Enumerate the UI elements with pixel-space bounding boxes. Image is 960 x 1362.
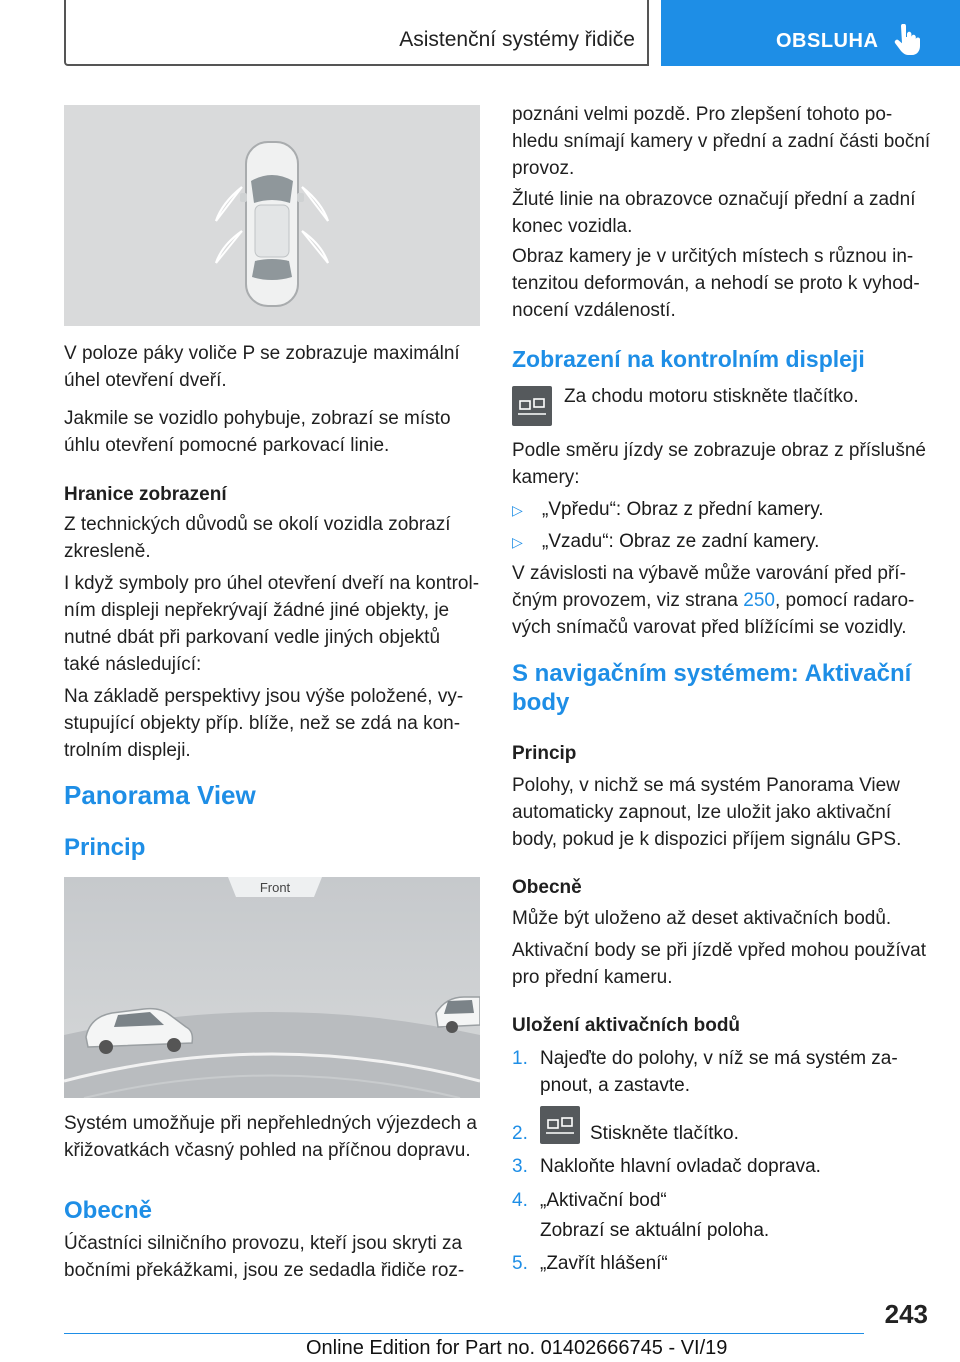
heading-principle-right: Princip <box>512 743 577 764</box>
triangle-bullet-icon: ▷ <box>512 534 523 550</box>
text-line: Jakmile se vozidlo pohybuje, zobrazí se místo <box>64 408 451 429</box>
step-number: 3. <box>512 1156 528 1177</box>
paragraph-cross-traffic-warning <box>512 560 914 641</box>
header-chapter-tab[interactable] <box>661 0 960 66</box>
step-text: Najeďte do polohy, v níž se má systém za- <box>540 1048 898 1069</box>
paragraph-continued <box>512 101 930 182</box>
heading-save-activation-points: Uložení aktivačních bodů <box>512 1015 741 1036</box>
text-line: provoz. <box>512 158 575 179</box>
footer-divider <box>64 1333 864 1334</box>
bullet-text: „Vpředu“: Obraz z přední kamery. <box>542 499 824 520</box>
paragraph-direction-image <box>512 437 926 491</box>
text-line: také následující: <box>64 654 202 675</box>
step-text: „Zavřít hlášení“ <box>540 1253 668 1274</box>
paragraph-yellow-lines <box>512 186 915 240</box>
text-line: V poloze páky voliče P se zobrazuje maximální <box>64 343 460 364</box>
text-line: automaticky zapnout, lze uložit jako aktivační <box>512 802 892 823</box>
heading-display-limits: Hranice zobrazení <box>64 484 227 505</box>
step-text: pnout, a zastavte. <box>540 1075 690 1096</box>
step-4 <box>512 1186 932 1246</box>
text-line: V závislosti na výbavě může varování před pří- <box>512 563 906 584</box>
text-line: I když symboly pro úhel otevření dveří na kontrol- <box>64 573 480 594</box>
heading-navigation-activation-points <box>512 659 911 717</box>
paragraph-ten-points: Může být uloženo až deset aktivačních bodů. <box>512 908 892 929</box>
text-line: nocení vzdáleností. <box>512 300 676 321</box>
paragraph-camera-deformation <box>512 243 920 324</box>
paragraph-road-users <box>64 1230 464 1284</box>
heading-line: S navigačním systémem: Aktivační <box>512 660 912 687</box>
paragraph-auto-activation <box>512 772 901 853</box>
heading-general: Obecně <box>64 1197 153 1224</box>
front-label: Front <box>259 880 291 895</box>
step-1 <box>512 1045 932 1099</box>
paragraph-door-symbols <box>64 570 479 678</box>
page-reference-link[interactable]: 250 <box>743 590 775 611</box>
text-line: Účastníci silničního provozu, kteří jsou skryti za <box>64 1233 463 1254</box>
text-line: Polohy, v nichž se má systém Panorama View <box>512 775 900 796</box>
panorama-view-button-icon <box>540 1106 580 1144</box>
heading-general-right: Obecně <box>512 877 582 898</box>
hand-pointer-icon <box>893 24 921 56</box>
text-line: Systém umožňuje při nepřehledných výjezdech a <box>64 1113 477 1134</box>
text-line: body, pokud je k dispozici příjem signálu GPS. <box>512 829 902 850</box>
figure-panorama-view <box>64 877 480 1098</box>
step-number: 2. <box>512 1123 528 1144</box>
text-line: Žluté linie na obrazovce označují přední a zadní <box>512 189 916 210</box>
paragraph-max-door-angle <box>64 340 460 394</box>
panorama-view-button-icon <box>512 386 552 426</box>
page-number: 243 <box>884 1299 928 1329</box>
text-line: úhel otevření dveří. <box>64 370 227 391</box>
step-3 <box>512 1153 932 1180</box>
header-section-box <box>64 0 649 66</box>
step-number: 4. <box>512 1190 528 1211</box>
text-line: vých snímačů varovat před blížícími se vozidly. <box>512 617 907 638</box>
step-text: „Aktivační bod“ <box>540 1190 667 1211</box>
heading-principle: Princip <box>64 834 146 861</box>
text-line: pro přední kameru. <box>512 967 673 988</box>
text-line: kamery: <box>512 467 580 488</box>
text-line: poznáni velmi pozdě. Pro zlepšení tohoto po- <box>512 104 893 125</box>
heading-line: body <box>512 689 570 716</box>
text-line: Na základě perspektivy jsou výše položené, vy- <box>64 686 464 707</box>
paragraph-perspective <box>64 683 463 764</box>
text-line: , pomocí radaro- <box>774 590 915 611</box>
text-line: tenzitou deformován, a nehodí se proto k vyhod- <box>512 273 920 294</box>
text-line: stupující objekty příp. blíže, než se zdá na kon- <box>64 713 461 734</box>
car-top-view-illustration <box>64 105 480 326</box>
text-line: Podle směru jízdy se zobrazuje obraz z příslušné <box>512 440 926 461</box>
text-line: Z technických důvodů se okolí vozidla zobrazí <box>64 514 451 535</box>
bullet-text: „Vzadu“: Obraz ze zadní kamery. <box>542 531 820 552</box>
paragraph-front-camera-points <box>512 937 926 991</box>
text-line: nutné dbát při parkovaní vedle jiných objektů <box>64 627 441 648</box>
step-number: 1. <box>512 1048 528 1069</box>
text-line: Aktivační body se při jízdě vpřed mohou používat <box>512 940 927 961</box>
text-line: čným provozem, viz strana <box>512 590 744 611</box>
triangle-bullet-icon: ▷ <box>512 502 523 518</box>
figure-door-opening-angle <box>64 105 480 326</box>
text-line: konec vozidla. <box>512 216 633 237</box>
step-text: Nakloňte hlavní ovladač doprava. <box>540 1156 821 1177</box>
step-text: Stiskněte tlačítko. <box>590 1123 739 1144</box>
text-line: Obraz kamery je v určitých místech s různou in- <box>512 246 914 267</box>
text-line: ním displeji nepřekrývají žádné jiné objekty, je <box>64 600 450 621</box>
text-line: bočními překážkami, jsou ze sedadla řidiče roz- <box>64 1260 465 1281</box>
paragraph-panorama-description <box>64 1110 477 1164</box>
text-line: křižovatkách včasný pohled na příčnou dopravu. <box>64 1140 471 1161</box>
footer-edition-text: Online Edition for Part no. 01402666745 - VI/19 <box>306 1337 728 1359</box>
step-5 <box>512 1250 932 1277</box>
text-line: trolním displeji. <box>64 740 191 761</box>
text-line: hledu snímají kamery v přední a zadní části boční <box>512 131 931 152</box>
heading-control-display: Zobrazení na kontrolním displeji <box>512 346 865 372</box>
header-section-title: Asistenční systémy řidiče <box>399 28 635 51</box>
heading-panorama-view: Panorama View <box>64 780 256 810</box>
header-chapter-label: OBSLUHA <box>776 30 879 52</box>
text-line: úhlu otevření pomocné parkovací linie. <box>64 435 390 456</box>
paragraph-parking-lines <box>64 405 451 459</box>
paragraph-distortion <box>64 511 451 565</box>
step-text: Zobrazí se aktuální poloha. <box>540 1220 770 1241</box>
step-number: 5. <box>512 1253 528 1274</box>
panorama-view-illustration <box>64 877 480 1098</box>
text-line: zkresleně. <box>64 541 151 562</box>
paragraph-press-button: Za chodu motoru stiskněte tlačítko. <box>564 386 859 407</box>
